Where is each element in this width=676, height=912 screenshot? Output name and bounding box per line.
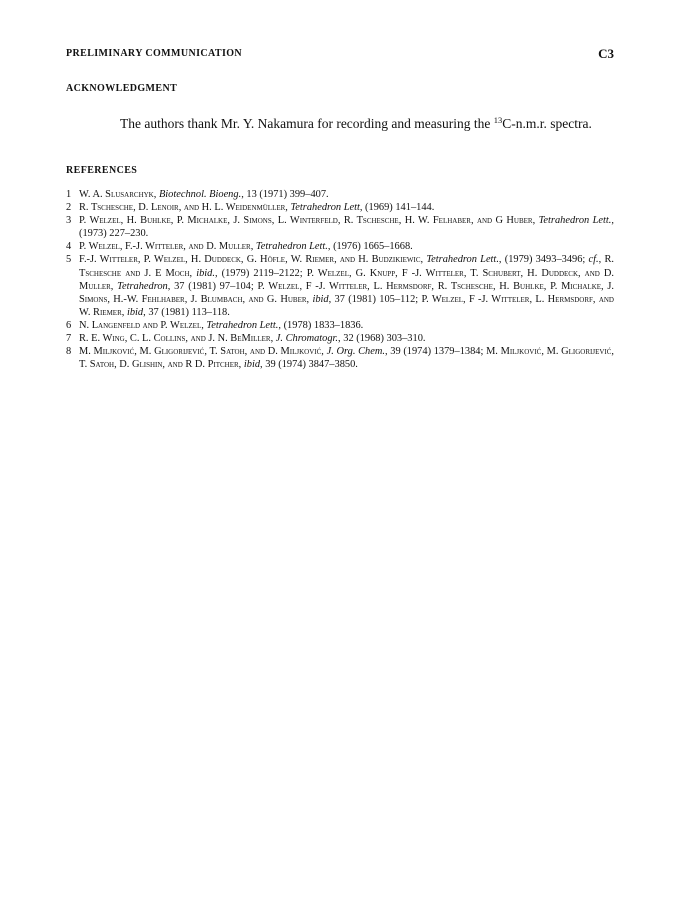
reference-item bbox=[66, 332, 614, 345]
reference-journal: Tetrahedron Lett bbox=[290, 202, 360, 214]
running-head-title: PRELIMINARY COMMUNICATION bbox=[66, 48, 243, 59]
reference-item bbox=[66, 319, 614, 332]
reference-authors: P. Welzel, F -J. Witteler, L. Hermsdorf, and W. Riemer, bbox=[79, 293, 614, 318]
reference-item bbox=[66, 253, 614, 318]
reference-authors: P. Welzel, F.-J. Witteler, and D. Muller, bbox=[79, 241, 256, 253]
reference-journal: ibid bbox=[126, 306, 144, 318]
reference-citation: , 37 (1981) 113–118. bbox=[143, 306, 230, 318]
acknowledgment-text: The authors thank Mr. Y. Nakamura for recording and measuring the bbox=[120, 116, 494, 131]
reference-text bbox=[79, 345, 614, 371]
reference-authors: R. Tschesche, D. Lenoir, and H. L. Weidenmüller, bbox=[79, 202, 291, 214]
reference-text bbox=[79, 201, 614, 214]
isotope-superscript: 13 bbox=[493, 115, 503, 125]
reference-citation: , 39 (1974) 3847–3850. bbox=[260, 359, 358, 371]
reference-authors: R. Tschesche and J. E Moch, bbox=[79, 254, 614, 279]
reference-citation: , 37 (1981) 105–112; bbox=[328, 293, 422, 305]
acknowledgment-text-end: C-n.m.r. spectra. bbox=[502, 116, 592, 131]
reference-citation: , (1976) 1665–1668. bbox=[327, 241, 413, 253]
reference-journal: J. Chromatogr. bbox=[275, 333, 339, 345]
reference-authors: M. Miljković, M. Gligorijević, T. Satoh, D. Glishin, and R D. Pitcher, bbox=[79, 346, 615, 371]
reference-journal: Tetrahedron Lett. bbox=[538, 215, 612, 227]
reference-text bbox=[79, 188, 614, 201]
reference-item bbox=[66, 201, 614, 214]
reference-citation: , (1978) 1833–1836. bbox=[278, 319, 364, 331]
reference-journal: Tetrahedron bbox=[117, 280, 168, 292]
reference-journal: Tetrahedron Lett. bbox=[206, 319, 279, 331]
reference-citation: , 32 (1968) 303–310. bbox=[338, 333, 426, 345]
page-number: C3 bbox=[598, 46, 614, 61]
reference-item bbox=[66, 214, 614, 240]
reference-text bbox=[79, 240, 614, 253]
acknowledgment-heading: ACKNOWLEDGMENT bbox=[66, 83, 178, 94]
reference-item bbox=[66, 240, 614, 253]
reference-number: 5 bbox=[66, 254, 72, 266]
reference-citation: , 39 (1974) 1379–1384; bbox=[384, 346, 487, 358]
reference-number: 8 bbox=[66, 346, 72, 358]
reference-authors: M. Miljković, M. Gligorijević, T. Satoh, and D. Miljković, bbox=[79, 346, 327, 358]
reference-item bbox=[66, 188, 614, 201]
reference-journal: cf. bbox=[588, 254, 599, 266]
reference-authors: N. Langenfeld and P. Welzel, bbox=[79, 319, 207, 331]
reference-citation: , (1973) 227–230. bbox=[79, 215, 614, 240]
reference-journal: Biotechnol. Bioeng. bbox=[158, 189, 242, 200]
reference-authors: R. E. Wing, C. L. Collins, and J. N. BeMiller, bbox=[79, 333, 276, 345]
reference-citation: , (1979) 2119–2122; bbox=[214, 267, 307, 279]
reference-authors: P. Welzel, F -J. Witteler, L. Hermsdorf, R. Tschesche, H. Buhlke, P. Michalke, J. Simons, H.-W. Fehlhaber, J. Blumbach, and G. Huber, bbox=[79, 280, 615, 305]
running-head bbox=[66, 46, 614, 62]
reference-number: 3 bbox=[66, 215, 72, 227]
reference-citation: , (1969) 141–144. bbox=[359, 202, 435, 214]
reference-journal: ibid. bbox=[196, 267, 215, 279]
acknowledgment-paragraph bbox=[66, 114, 614, 133]
reference-journal: Tetrahedron Lett. bbox=[255, 241, 328, 253]
reference-number: 4 bbox=[66, 241, 72, 253]
reference-authors: P. Welzel, G. Knupp, F -J. Witteler, T. Schubert, H. Duddeck, and D. Muller, bbox=[79, 267, 614, 292]
reference-citation: , 37 (1981) 97–104; bbox=[167, 280, 258, 292]
reference-journal: Tetrahedron Lett. bbox=[426, 254, 499, 266]
reference-number: 7 bbox=[66, 333, 72, 345]
reference-number: 6 bbox=[66, 319, 72, 331]
reference-text bbox=[79, 319, 614, 332]
reference-text bbox=[79, 253, 614, 318]
reference-citation: , 13 (1971) 399–407. bbox=[241, 189, 329, 200]
references-heading: REFERENCES bbox=[66, 165, 138, 176]
reference-journal: ibid bbox=[312, 293, 329, 305]
reference-citation: , (1979) 3493–3496; bbox=[498, 254, 589, 266]
reference-authors: F.-J. Witteler, P. Welzel, H. Duddeck, G. Höfle, W. Riemer, and H. Budzikiewic, bbox=[79, 254, 427, 266]
reference-citation: , bbox=[598, 254, 605, 266]
reference-item bbox=[66, 345, 614, 371]
reference-authors: P. Welzel, H. Buhlke, P. Michalke, J. Simons, L. Winterfeld, R. Tschesche, H. W. Felhaber, and G Huber, bbox=[79, 215, 539, 227]
reference-number: 2 bbox=[66, 202, 72, 214]
reference-number: 1 bbox=[66, 189, 72, 200]
reference-journal: J. Org. Chem. bbox=[326, 346, 385, 358]
reference-text bbox=[79, 214, 614, 240]
reference-journal: ibid bbox=[243, 359, 261, 371]
reference-list bbox=[66, 188, 614, 371]
reference-text bbox=[79, 332, 614, 345]
reference-authors: W. A. Slusarchyk, bbox=[79, 189, 159, 200]
